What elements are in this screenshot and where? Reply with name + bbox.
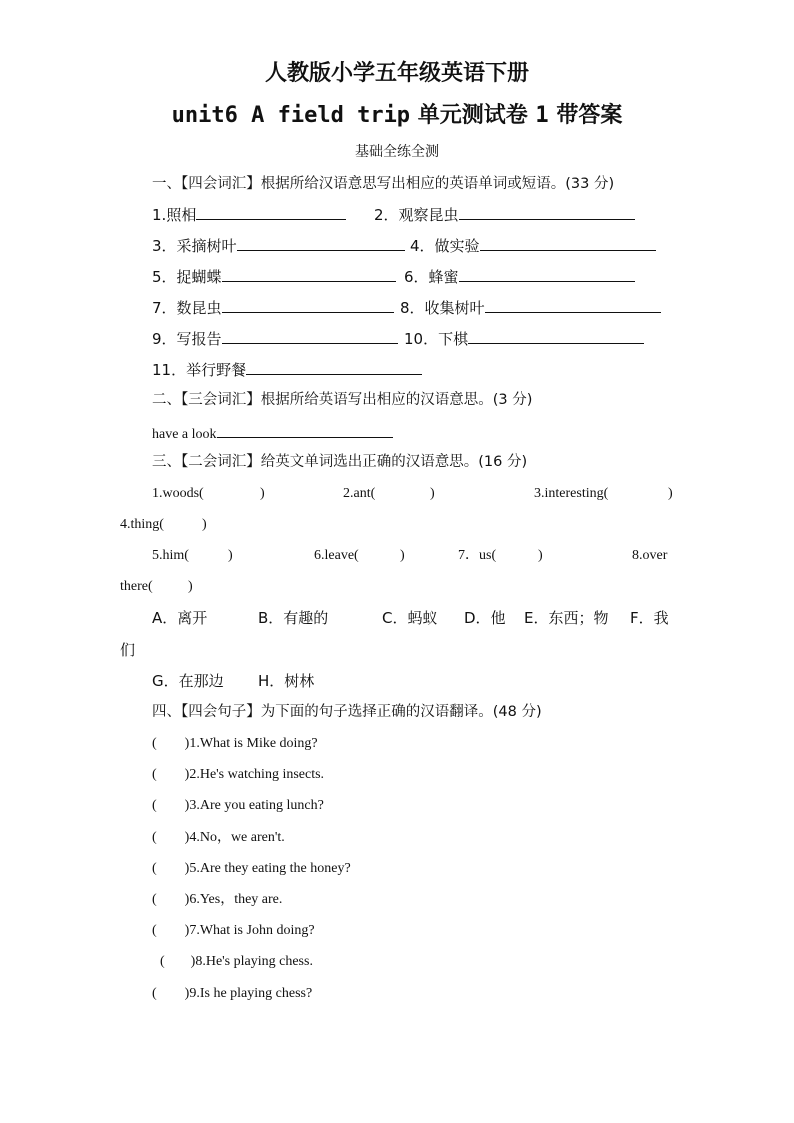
paren-close: )	[400, 548, 405, 563]
section2-heading: 二、【三会词汇】根据所给英语写出相应的汉语意思。(3 分)	[152, 392, 533, 408]
subtitle: 基础全练全测	[355, 144, 439, 160]
word-item: 6.leave(	[314, 548, 359, 563]
paren-close: )	[202, 517, 207, 532]
answer-blank[interactable]	[468, 328, 644, 344]
word-item: 3.interesting(	[534, 486, 609, 501]
paren-close: )	[538, 548, 543, 563]
section3-heading: 三、【二会词汇】给英文单词选出正确的汉语意思。(16 分)	[152, 454, 528, 470]
phrase-item: have a look	[152, 422, 393, 445]
vocab-item: 5．捉蝴蝶	[152, 266, 396, 287]
answer-label: 带答案	[556, 103, 623, 128]
sentence-item: ( )6.Yes，they are.	[152, 892, 283, 907]
sentence-item: ( )1.What is Mike doing?	[152, 736, 318, 751]
word-item: 1.woods(	[152, 486, 204, 501]
word-item: 2.ant(	[343, 486, 376, 501]
sentence-item: ( )5.Are they eating the honey?	[152, 861, 351, 876]
page-title: 人教版小学五年级英语下册	[264, 61, 529, 86]
answer-blank[interactable]	[222, 266, 396, 282]
option-f: F．我	[630, 609, 669, 627]
sentence-item: ( )8.He's playing chess.	[160, 954, 313, 969]
sentence-item: ( )9.Is he playing chess?	[152, 986, 313, 1001]
answer-blank[interactable]	[222, 297, 394, 313]
section1-heading: 一、【四会词汇】根据所给汉语意思写出相应的英语单词或短语。(33 分)	[152, 176, 615, 192]
sentence-item: ( )4.No，we aren't.	[152, 830, 285, 845]
paren-close: )	[668, 486, 673, 501]
answer-blank[interactable]	[459, 204, 635, 220]
answer-blank[interactable]	[246, 359, 422, 375]
vocab-item: 6．蜂蜜	[404, 266, 635, 287]
paren-close: )	[430, 486, 435, 501]
unit-title: unit6 A field trip	[171, 103, 411, 128]
vocab-item: 2．观察昆虫	[374, 204, 635, 225]
option-h: H．树林	[258, 672, 315, 690]
vocab-item: 11．举行野餐	[152, 359, 422, 380]
vocab-item: 8．收集树叶	[400, 297, 661, 318]
word-item: 8.over	[632, 548, 668, 563]
option-c: C．蚂蚁	[382, 609, 438, 627]
option-b: B．有趣的	[258, 609, 329, 627]
answer-blank[interactable]	[222, 328, 398, 344]
vocab-item: 1.照相	[152, 204, 346, 225]
option-d: D．他	[464, 609, 506, 627]
vocab-item: 10．下棋	[404, 328, 644, 349]
answer-blank[interactable]	[196, 204, 346, 220]
option-a: A．离开	[152, 609, 208, 627]
sentence-item: ( )7.What is John doing?	[152, 923, 315, 938]
vocab-item: 7．数昆虫	[152, 297, 394, 318]
section4-heading: 四、【四会句子】为下面的句子选择正确的汉语翻译。(48 分)	[152, 704, 542, 720]
page-subtitle-line	[0, 98, 794, 129]
paren-close: )	[260, 486, 265, 501]
word-item: 7．us(	[458, 548, 497, 563]
answer-blank[interactable]	[237, 235, 405, 251]
vocab-item: 9．写报告	[152, 328, 398, 349]
answer-blank[interactable]	[459, 266, 635, 282]
sentence-item: ( )2.He's watching insects.	[152, 767, 325, 782]
option-e: E．东西；物	[524, 609, 609, 627]
answer-blank[interactable]	[480, 235, 656, 251]
answer-blank[interactable]	[485, 297, 661, 313]
option-f-wrap: 们	[120, 641, 136, 659]
test-label: 单元测试卷	[417, 103, 528, 128]
vocab-item: 3．采摘树叶	[152, 235, 405, 256]
test-number: 1	[535, 103, 549, 128]
paren-close: )	[188, 579, 193, 594]
vocab-item: 4．做实验	[410, 235, 656, 256]
paren-close: )	[228, 548, 233, 563]
sentence-item: ( )3.Are you eating lunch?	[152, 798, 324, 813]
option-g: G．在那边	[152, 672, 224, 690]
word-item: 5.him(	[152, 548, 189, 563]
answer-blank[interactable]	[217, 422, 393, 438]
word-item: there(	[120, 579, 153, 594]
word-item: 4.thing(	[120, 517, 164, 532]
